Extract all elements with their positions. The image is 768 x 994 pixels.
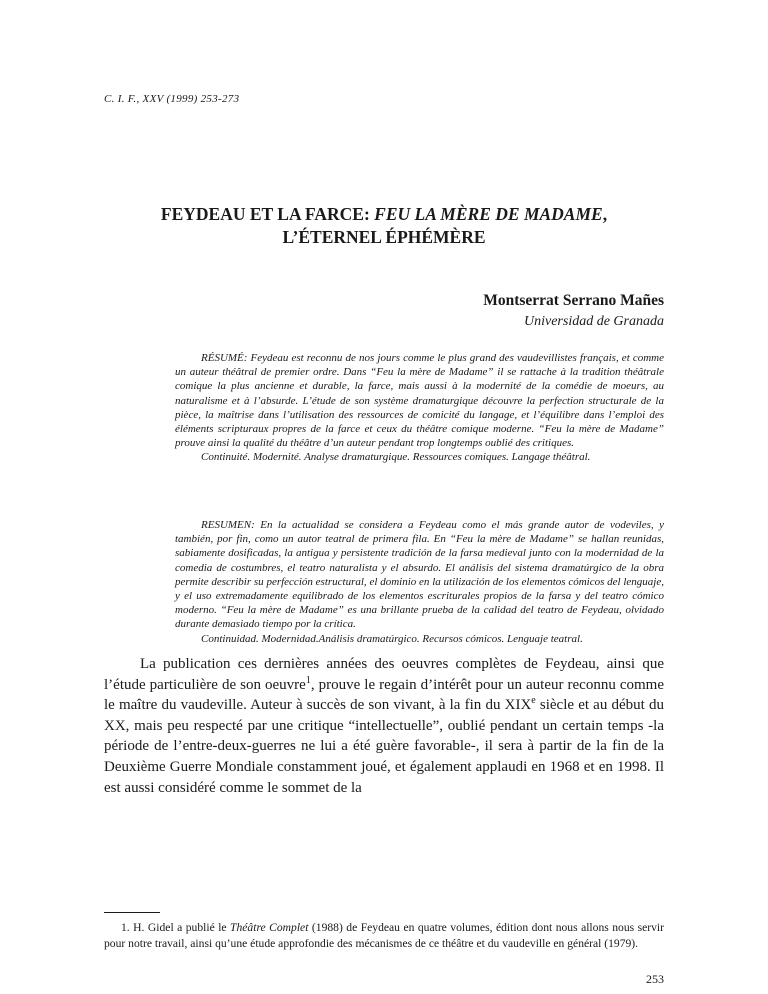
footnote bbox=[104, 920, 664, 951]
body-text bbox=[104, 654, 664, 798]
footnote-text bbox=[104, 920, 664, 951]
footnote-part2: (1988) de Feydeau en quatre volumes, édition dont nous allons nous servir pour notre travail, ainsi qu’une étude approfondie des mécanismes de ce théâtre et du vaudeville en général (1979). bbox=[104, 921, 664, 950]
body-text-part1: La publication ces dernières années des oeuvres complètes de Feydeau, ainsi que l’étude particulière de son oeuvre bbox=[104, 656, 664, 693]
title-line1-italic: FEU LA MÈRE DE MADAME bbox=[374, 204, 603, 224]
footnote-marker: 1 bbox=[305, 674, 311, 686]
running-head: C. I. F., XXV (1999) 253-273 bbox=[104, 93, 240, 105]
abstract-spanish bbox=[175, 518, 664, 646]
article-title bbox=[0, 203, 768, 249]
footnote-italic-title: Théâtre Complet bbox=[230, 921, 309, 934]
abstract-french-text: RÉSUMÉ: Feydeau est reconnu de nos jours comme le plus grand des vaudevillistes français, et comme un auteur théâtral de premier ordre. Dans “Feu la mère de Madame” il se rattache à la tradition théâtrale comique la plus ancienne et durable, la farce, mais aussi à la modernité de la comédie de moeurs, au naturalisme et à l’absurde. L’étude de son système dramaturgique découvre la perfection structurale de la pièce, la maîtrise dans l’utilisation des ressources de comicité du langage, et l’équilibre dans l’emploi des éléments scripturaux propres de la farce et ceux du théâtre comique moderne. “Feu la mère de Madame” prouve ainsi la qualité du théâtre d’un auteur pendant trop longtemps oublié des critiques. bbox=[175, 352, 664, 450]
abstract-french bbox=[175, 351, 664, 465]
author-affiliation: Universidad de Granada bbox=[524, 314, 664, 329]
abstract-spanish-text: RESUMEN: En la actualidad se considera a Feydeau como el más grande autor de vodeviles, y también, por fin, como un autor teatral de primera fila. En “Feu la mère de Madame” se hallan reunidas, sabiamente dosificadas, la antigua y persistente tradición de la farsa medieval junto con la modernidad de la comedia de costumbres, el teatro naturalista y el absurdo. El análisis del sistema dramatúrgico de la obra permite describir su perfección estructural, el dominio en la utilización de los elementos cómicos del lenguaje, y el uso extremadamente equilibrado de los elementos escriturales propios de la farsa y del teatro cómico moderno. “Feu la mère de Madame” es una brillante prueba de la calidad del teatro de Feydeau, olvidado durante demasiado tiempo por la crítica. bbox=[175, 519, 664, 631]
footnote-part1: 1. H. Gidel a publié le bbox=[121, 921, 231, 934]
body-text-part2: , prouve le regain d’intérêt pour un auteur reconnu comme le maître du vaudeville. Auteur à succès de son vivant, à la fin du XIX bbox=[104, 676, 664, 714]
body-paragraph bbox=[104, 654, 664, 798]
page-number: 253 bbox=[646, 972, 664, 986]
abstract-spanish-keywords: Continuidad. Modernidad.Análisis dramatúrgico. Recursos cómicos. Lenguaje teatral. bbox=[201, 632, 583, 645]
body-text-part3: siècle et au début du XX, mais peu respecté par une critique “intellectuelle”, oublié pendant un certain temps -la période de l’entre-deux-guerres ne lui a été guère favorable-, il sera à partir de la fin de la Deuxième Guerre Mondiale constamment joué, et également applaudi en 1968 et en 1998. Il est aussi considéré comme le sommet de la bbox=[104, 697, 664, 796]
footnote-separator bbox=[104, 912, 160, 913]
abstract-french-keywords: Continuité. Modernité. Analyse dramaturgique. Ressources comiques. Langage théâtral. bbox=[201, 451, 591, 464]
title-line1-part-a: FEYDEAU ET LA FARCE: bbox=[160, 204, 375, 224]
title-line1-comma: , bbox=[602, 204, 608, 224]
superscript-e: e bbox=[531, 695, 536, 707]
author-name: Montserrat Serrano Mañes bbox=[483, 292, 664, 309]
title-line2: L’ÉTERNEL ÉPHÉMÈRE bbox=[282, 227, 486, 247]
